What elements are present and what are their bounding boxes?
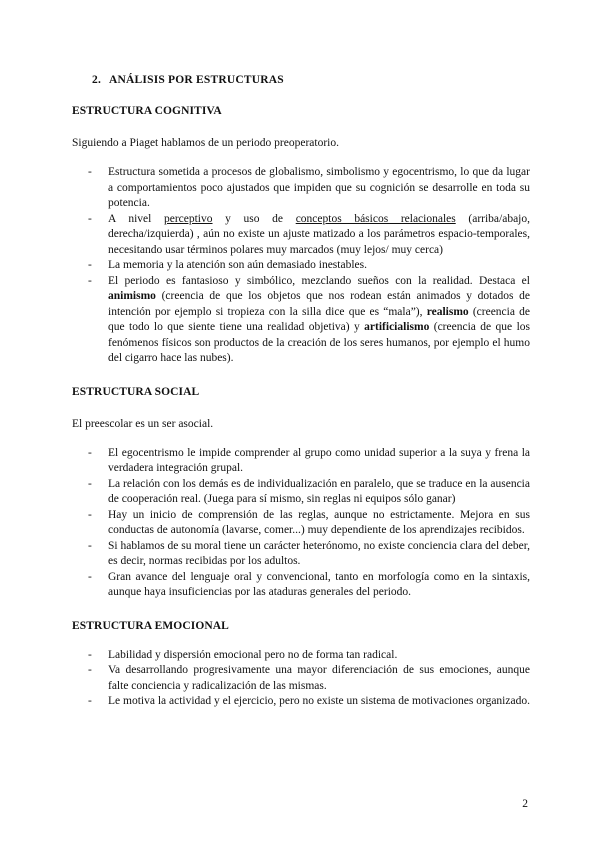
underlined-term: conceptos básicos relacionales: [295, 212, 456, 225]
cognitiva-intro: Siguiendo a Piaget hablamos de un periodo preoperatorio.: [72, 137, 339, 149]
list-item: - Labilidad y dispersión emocional pero no de forma tan radical.: [72, 648, 530, 664]
list-item: - Si hablamos de su moral tiene un carácter heterónomo, no existe conciencia clara del deber, es decir, normas recibidas por los adultos.: [72, 539, 530, 570]
cognitiva-heading: ESTRUCTURA COGNITIVA: [72, 105, 222, 117]
underlined-term: perceptivo: [163, 212, 213, 225]
bold-term: realismo: [426, 305, 469, 318]
emocional-heading: ESTRUCTURA EMOCIONAL: [72, 619, 229, 632]
list-item: - Le motiva la actividad y el ejercicio, pero no existe un sistema de motivaciones organizado.: [72, 694, 530, 710]
section-heading: [92, 74, 530, 86]
list-item: - La relación con los demás es de individualización en paralelo, que se traduce en la ausencia de cooperación real. (Juega para sí mismo, sin reglas ni equipos sólo ganar): [72, 477, 530, 508]
list-item: - Hay un inicio de comprensión de las reglas, aunque no estrictamente. Mejora en sus conductas de autonomía (lavarse, comer...) muy dependiente de los aprendizajes recibidos.: [72, 508, 530, 539]
list-item: - El egocentrismo le impide comprender al grupo como unidad superior a la suya y frena la verdadera integración grupal.: [72, 446, 530, 477]
list-item: - El periodo es fantasioso y simbólico, mezclando sueños con la realidad. Destaca el animismo (creencia de que los objetos que nos rodean están animados y dotados de intención por ejemplo si tropieza con la silla dice que es “mala”), realismo (creencia de que todo lo que siente tiene una realidad objetiva) y artificialismo (creencia de que los fenómenos físicos son productos de la creación de los seres humanos, por ejemplo el humo del cigarro hace las nubes).: [72, 274, 530, 367]
list-item: - Gran avance del lenguaje oral y convencional, tanto en morfología como en la sintaxis, aunque haya insuficiencias por las ataduras generales del periodo.: [72, 570, 530, 601]
social-list: [72, 446, 530, 601]
document-page: [72, 64, 530, 710]
bold-term: animismo: [108, 290, 156, 302]
emocional-list: [72, 648, 530, 710]
section-title: ANÁLISIS POR ESTRUCTURAS: [109, 74, 284, 86]
social-intro: El preescolar es un ser asocial.: [72, 417, 214, 430]
bold-term: artificialismo: [364, 321, 430, 333]
cognitiva-list: [72, 165, 530, 367]
list-item: - Va desarrollando progresivamente una mayor diferenciación de sus emociones, aunque falte conciencia y radicalización de las mismas.: [72, 663, 530, 694]
list-item: - La memoria y la atención son aún demasiado inestables.: [72, 258, 530, 274]
page-number: 2: [522, 798, 528, 810]
section-number: 2.: [92, 74, 102, 86]
list-item: - Estructura sometida a procesos de globalismo, simbolismo y egocentrismo, lo que da lugar a comportamientos poco ajustados que impiden que su cognición se desarrolle en toda su potencia.: [72, 165, 530, 212]
social-heading: ESTRUCTURA SOCIAL: [72, 385, 200, 398]
list-item: - A nivel perceptivo y uso de conceptos básicos relacionales (arriba/abajo, derecha/izquierda) , aún no existe un ajuste matizado a los parámetros espacio-temporales, necesitando usar términos polares muy marcados (muy lejos/ muy cerca): [72, 212, 530, 259]
